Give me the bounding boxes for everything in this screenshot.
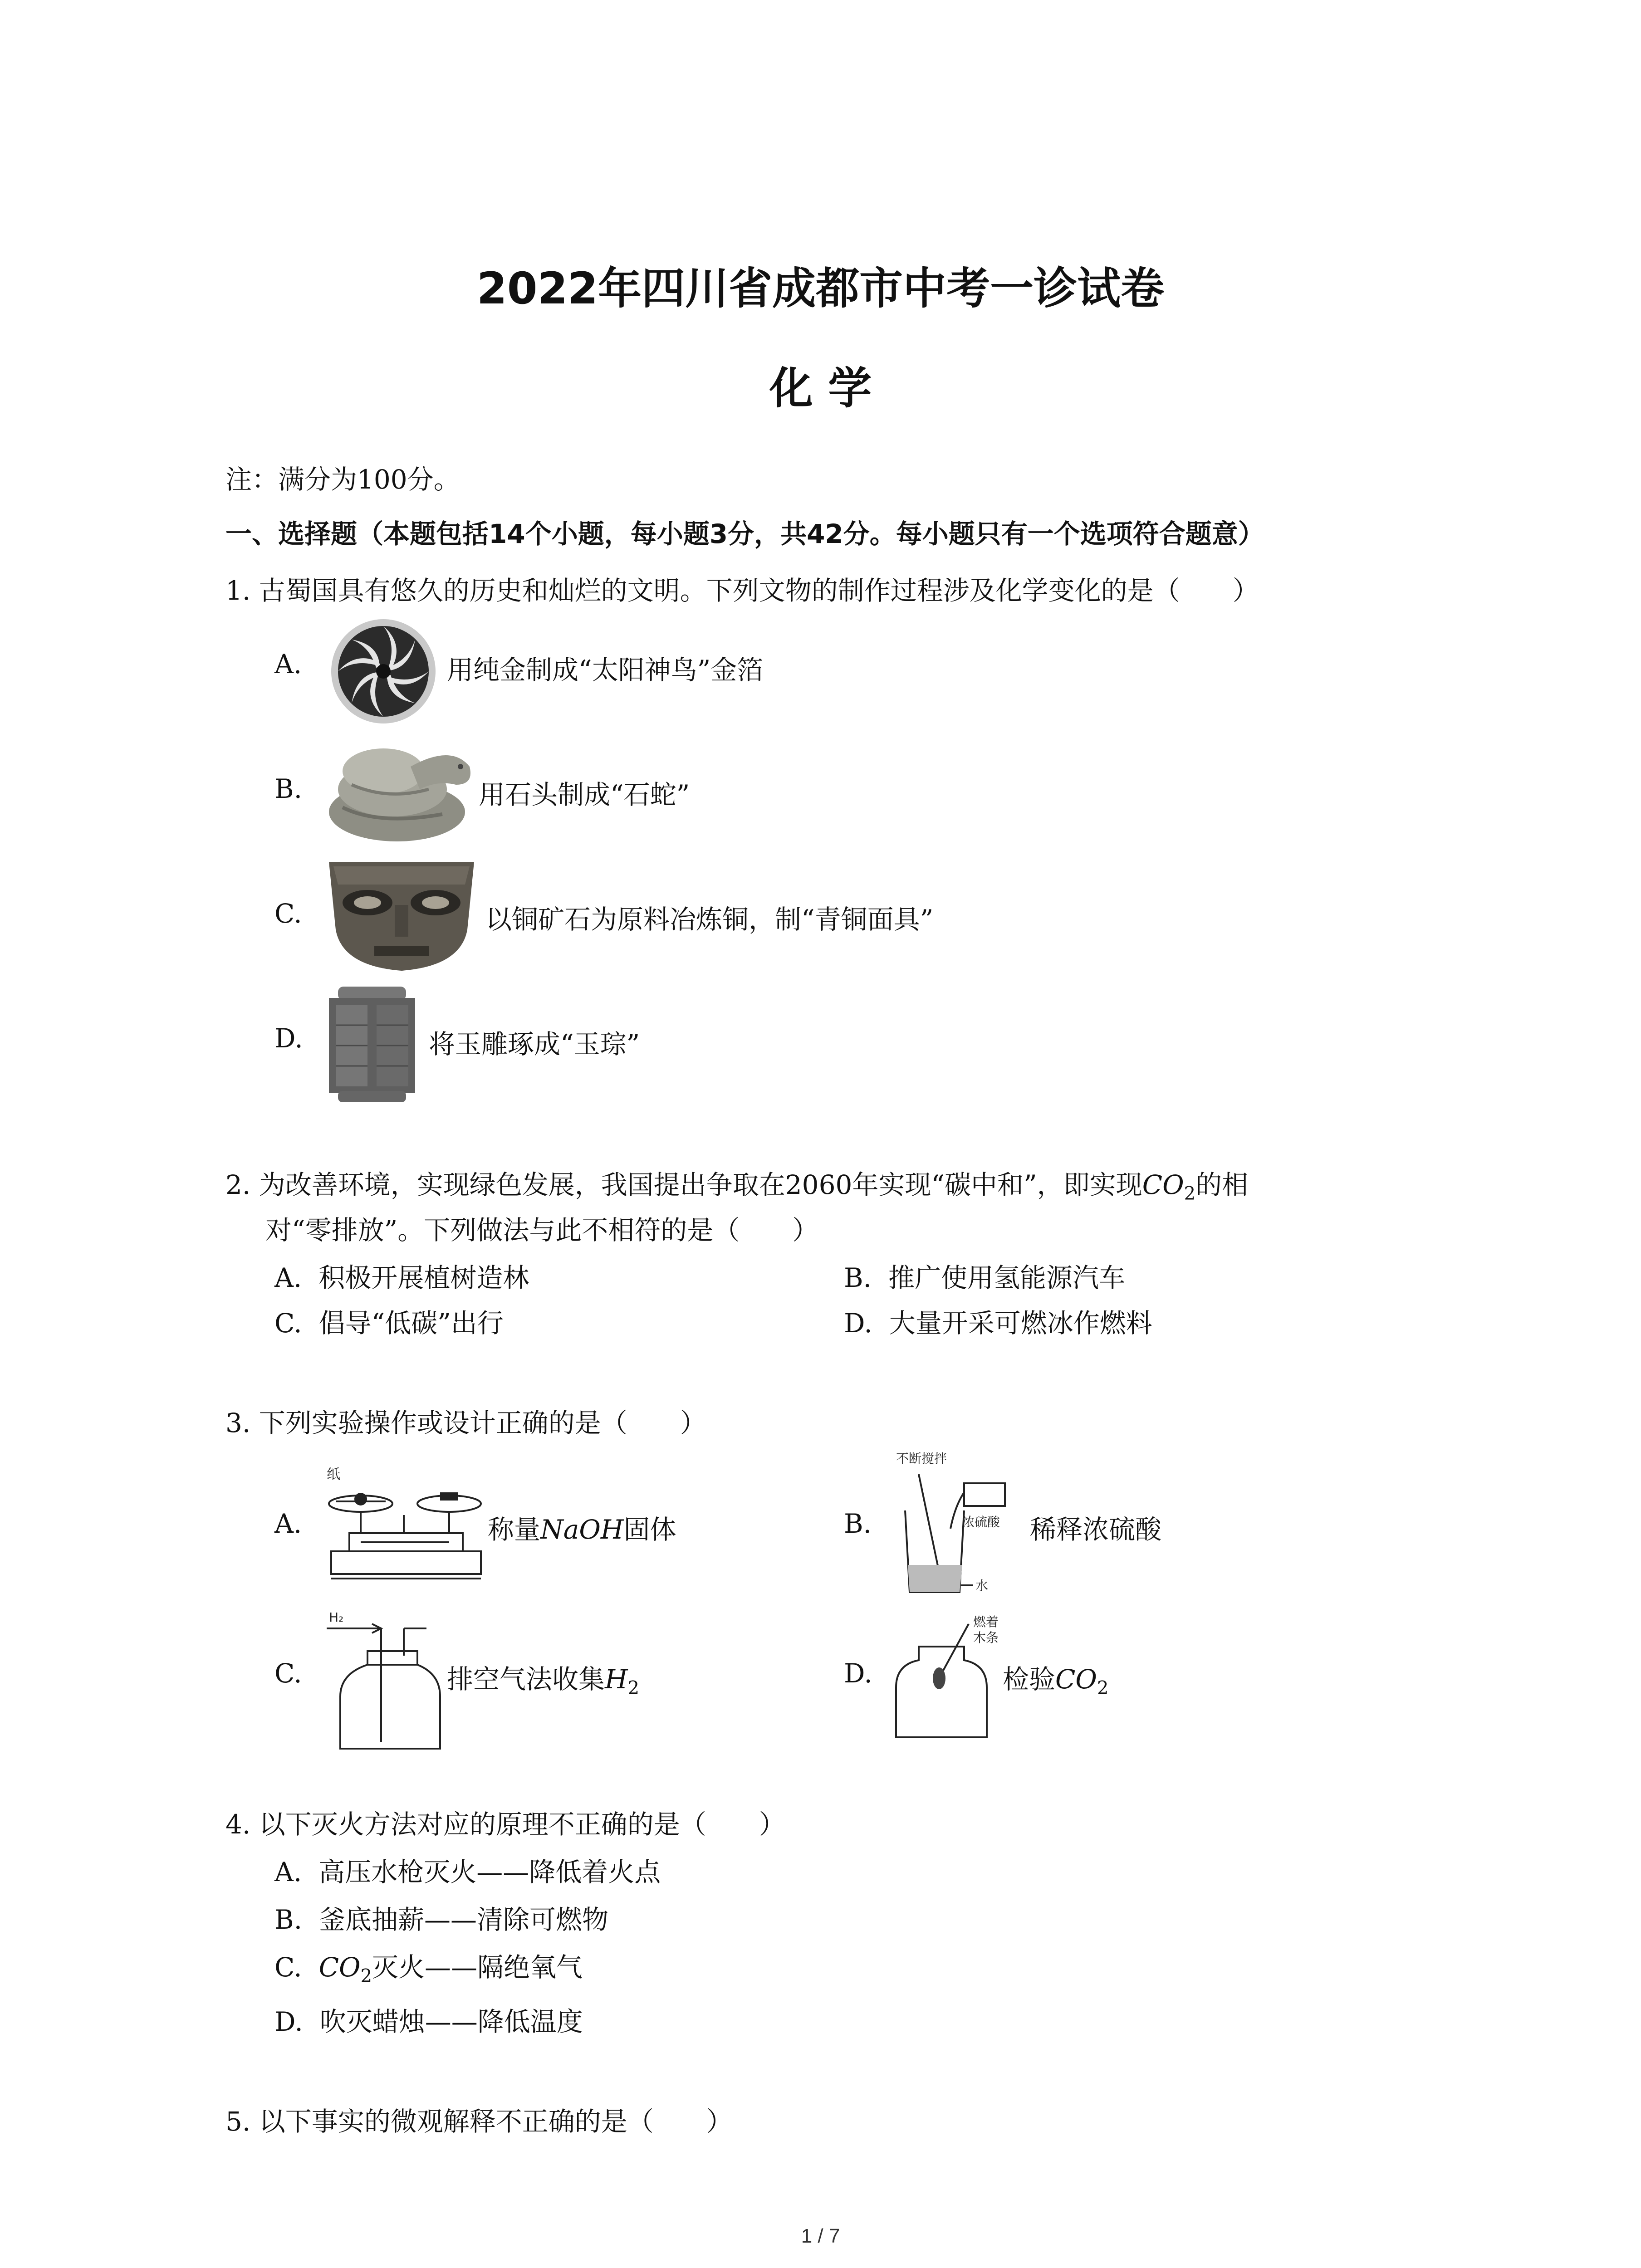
gas-collection-bottle-diagram (318, 1606, 454, 1755)
q1-option-d-text: 将玉雕琢成“玉琮” (429, 1029, 640, 1060)
q2-stem-line2: 对“零排放”。下列做法与此不相符的是（ ） (265, 1215, 819, 1246)
q2-stem-part1: 2. 为改善环境，实现绿色发展，我国提出争取在2060年实现“碳中和”，即实现 (225, 1169, 1142, 1200)
balance-scale-diagram (318, 1461, 490, 1592)
q1-option-a-letter: A. (274, 649, 302, 679)
co2-subscript: 2 (1184, 1183, 1196, 1204)
q3-option-c-letter: C. (274, 1658, 302, 1689)
q5-stem: 5. 以下事实的微观解释不正确的是（ ） (225, 2106, 733, 2137)
stick-label: 木条 (973, 1630, 999, 1645)
q3-option-c-text: 排空气法收集$H_2$ (447, 1664, 640, 1699)
q3-option-b-letter: B. (844, 1508, 872, 1539)
q3-option-b-text: 稀释浓硫酸 (1030, 1514, 1162, 1545)
q3-option-d-text: 检验$CO_2$ (1003, 1664, 1109, 1699)
burning-label: 燃着 (973, 1614, 999, 1629)
bronze-mask-image (324, 857, 479, 973)
exam-note: 注：满分为100分。 (225, 464, 460, 495)
h2-label: H₂ (329, 1610, 344, 1625)
q1-option-c-letter: C. (274, 898, 302, 929)
q3-option-a-letter: A. (274, 1508, 302, 1539)
paper-label: 纸 (327, 1466, 340, 1482)
q4-option-c: C. $CO_2$灭火——隔绝氧气 (274, 1952, 583, 1987)
q4-option-b: B. 釜底抽薪——清除可燃物 (274, 1904, 608, 1935)
water-label: 水 (975, 1578, 989, 1593)
q2-option-c: C. 倡导“低碳”出行 (274, 1308, 504, 1339)
dilution-diagram (892, 1447, 1041, 1601)
q2-stem-part2: 的相 (1195, 1169, 1249, 1200)
co2-formula: CO (1142, 1169, 1184, 1200)
q2-stem-line1 (225, 1163, 1248, 1204)
q3-option-d-letter: D. (844, 1658, 872, 1689)
subject-title: 化 学 (769, 363, 872, 414)
q1-option-b-letter: B. (274, 773, 303, 804)
q2-option-b: B. 推广使用氢能源汽车 (844, 1262, 1125, 1293)
q2-option-a: A. 积极开展植树造林 (274, 1262, 529, 1293)
section-heading: 一、选择题（本题包括14个小题，每小题3分，共42分。每小题只有一个选项符合题意） (225, 518, 1264, 549)
q1-stem: 1. 古蜀国具有悠久的历史和灿烂的文明。下列文物的制作过程涉及化学变化的是（ ） (225, 575, 1259, 606)
q3-option-a-text: 称量NaOH固体 (488, 1514, 676, 1545)
jade-cong-image (324, 982, 420, 1105)
conc-acid-label: 浓硫酸 (962, 1515, 1000, 1530)
q1-option-c-text: 以铜矿石为原料冶炼铜，制“青铜面具” (485, 904, 934, 935)
exam-title: 2022年四川省成都市中考一诊试卷 (476, 263, 1165, 314)
q4-stem: 4. 以下灭火方法对应的原理不正确的是（ ） (225, 1809, 785, 1840)
q4-option-d: D. 吹灭蜡烛——降低温度 (274, 2006, 583, 2037)
page-number: 1 / 7 (801, 2225, 840, 2247)
q1-option-d-letter: D. (274, 1023, 303, 1054)
q1-option-b-text: 用石头制成“石蛇” (479, 779, 690, 810)
q4-option-a: A. 高压水枪灭火——降低着火点 (274, 1857, 661, 1887)
q1-option-a-text: 用纯金制成“太阳神鸟”金箔 (447, 655, 764, 685)
q2-option-d: D. 大量开采可燃冰作燃料 (844, 1308, 1152, 1339)
q3-stem: 3. 下列实验操作或设计正确的是（ ） (225, 1408, 706, 1438)
stir-label: 不断搅拌 (896, 1451, 947, 1466)
stone-snake-image (324, 735, 479, 848)
sun-bird-gold-foil-image (324, 617, 442, 726)
